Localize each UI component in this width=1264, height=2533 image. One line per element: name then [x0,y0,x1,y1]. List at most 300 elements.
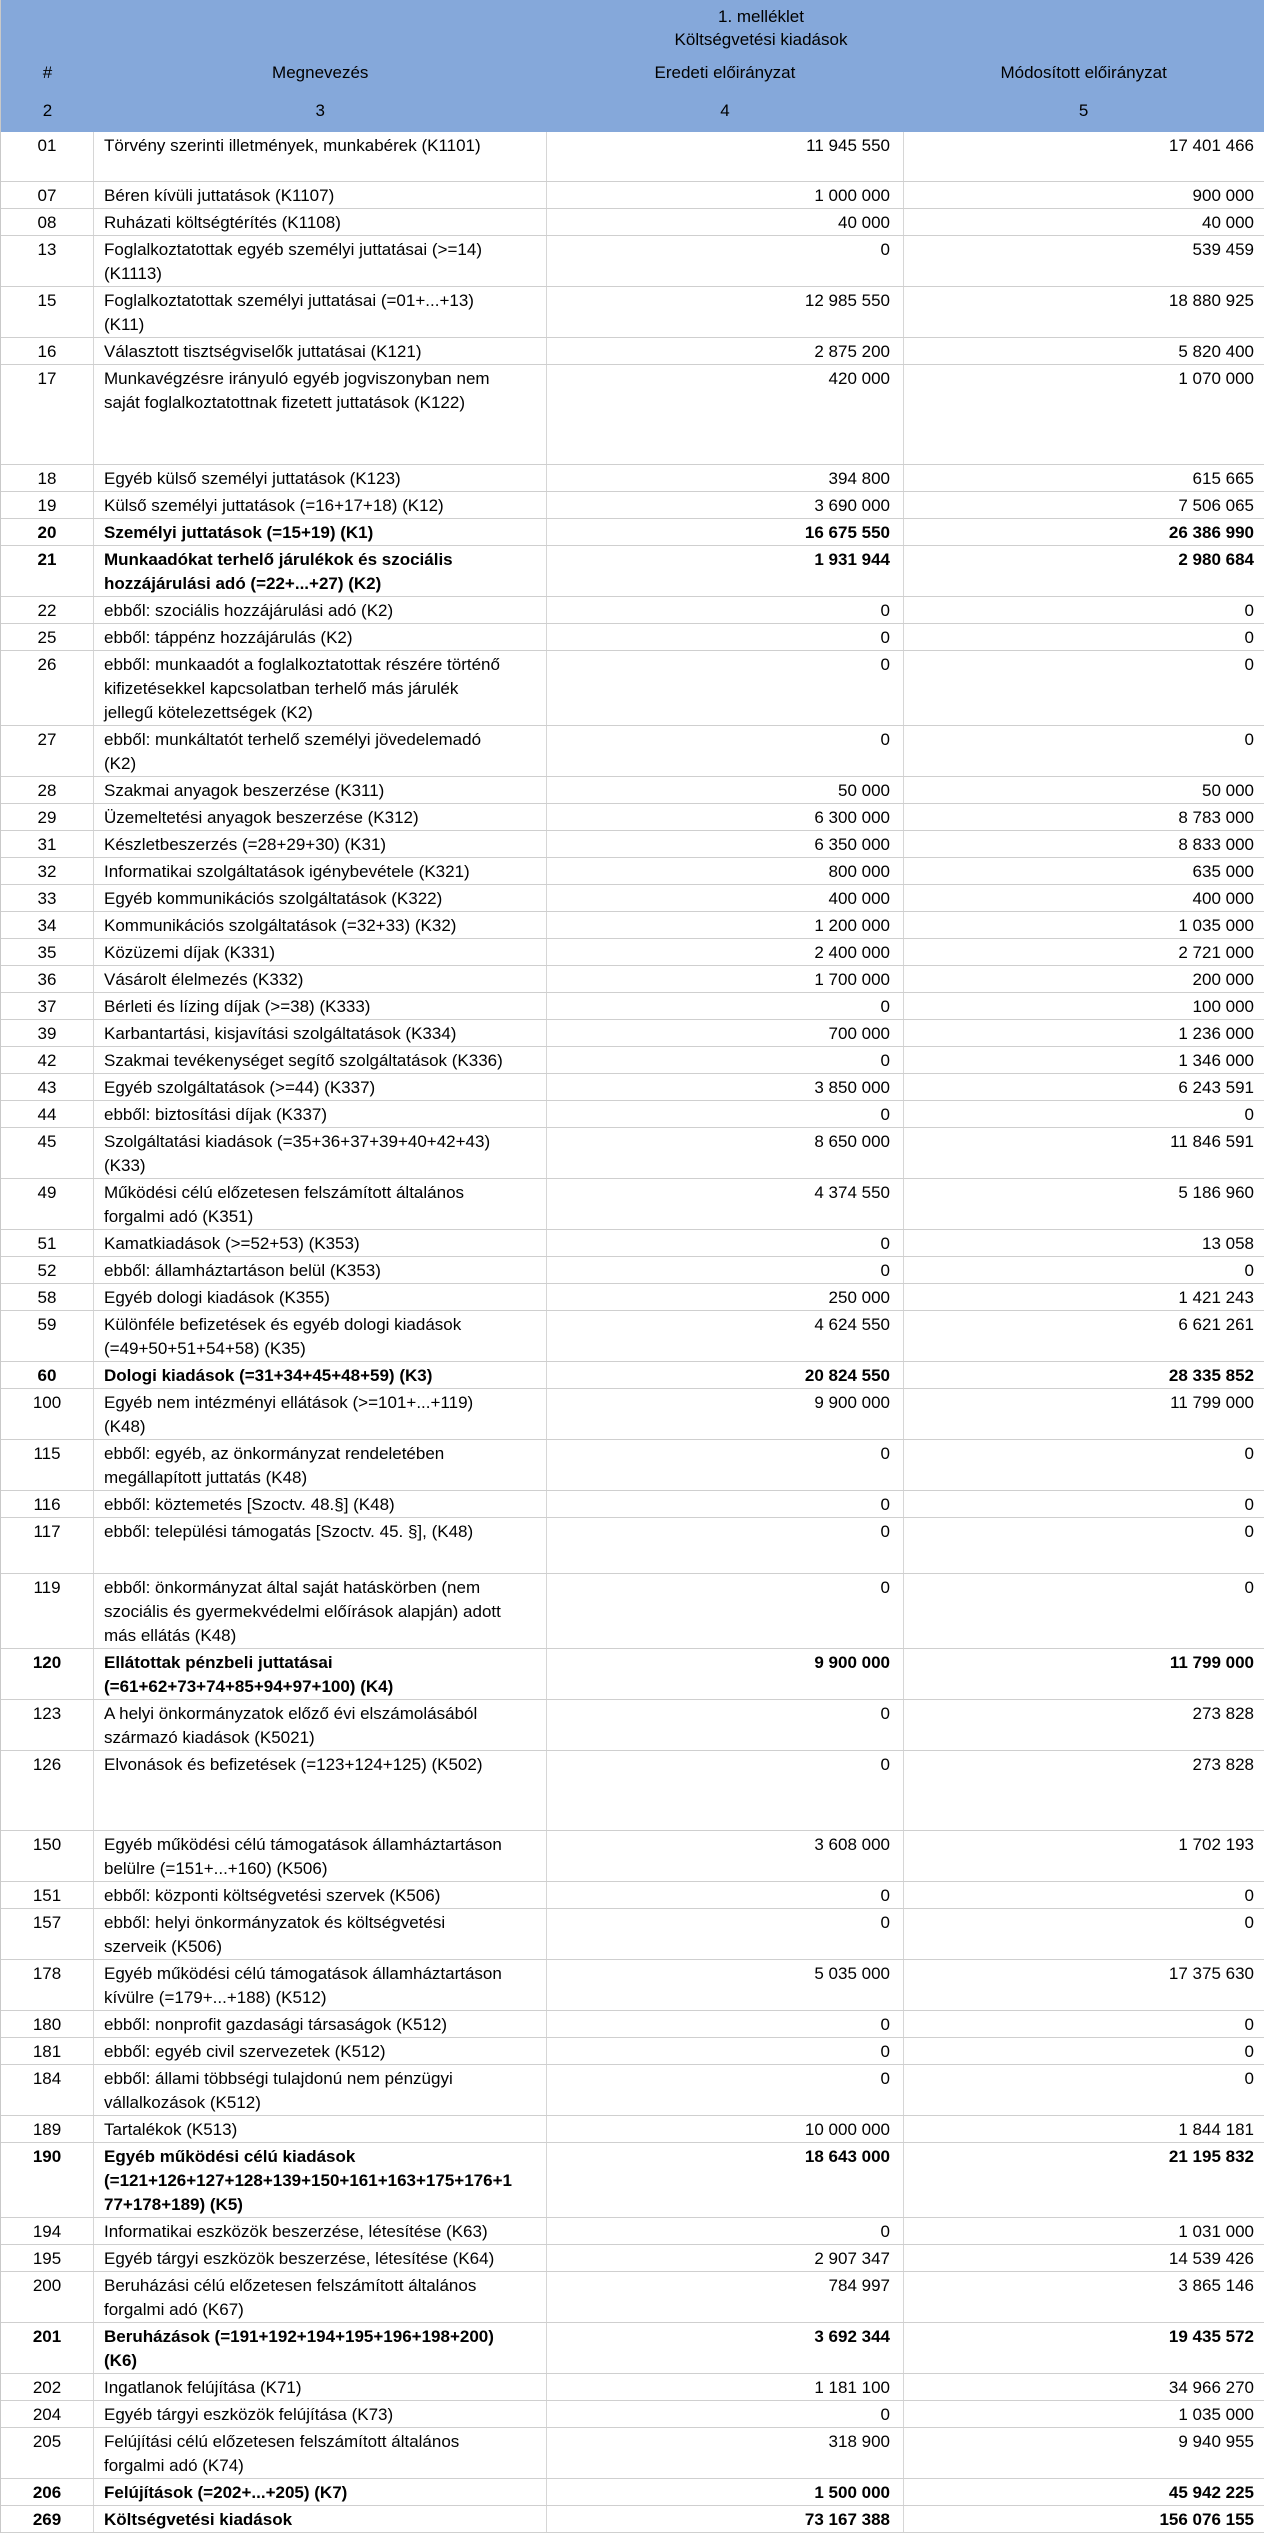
row-name: Szakmai anyagok beszerzése (K311) [94,777,547,803]
row-modified-value: 1 702 193 [1178,1835,1254,1854]
row-name: ebből: központi költségvetési szervek (K506) [94,1882,547,1908]
row-number: 194 [1,2218,94,2244]
table-row [1,777,1264,804]
table-row [1,2428,1264,2479]
table-row [1,1440,1264,1491]
row-number: 31 [1,831,94,857]
row-modified-value: 0 [1244,1522,1254,1541]
row-modified-value: 11 846 591 [1170,1132,1254,1151]
row-number: 157 [1,1909,94,1959]
row-modified-value: 40 000 [1202,213,1254,232]
row-original-value: 420 000 [547,365,904,464]
row-name: A helyi önkormányzatok előző évi elszámolásából származó kiadások (K5021) [94,1700,547,1750]
row-number: 190 [1,2143,94,2217]
table-row [1,2479,1264,2506]
row-number: 15 [1,287,94,337]
row-modified-value: 21 195 832 [1168,2147,1254,2166]
row-original-value: 0 [547,2065,904,2115]
row-original-value: 9 900 000 [547,1649,904,1699]
row-modified-value: 0 [1244,655,1254,674]
table-row [1,2401,1264,2428]
row-modified-value: 13 058 [1202,1234,1254,1253]
row-modified-value: 1 031 000 [1178,2222,1254,2241]
row-original-value: 2 875 200 [547,338,904,364]
row-modified-value: 0 [1244,628,1254,647]
row-number: 16 [1,338,94,364]
row-name: ebből: munkaadót a foglalkoztatottak részére történő kifizetésekkel kapcsolatban terhelő más járulék jellegű kötelezettségek (K2) [94,651,547,725]
row-name: Kamatkiadások (>=52+53) (K353) [94,1230,547,1256]
row-number: 206 [1,2479,94,2505]
table-row [1,236,1264,287]
row-original-value: 0 [547,1882,904,1908]
row-modified-value: 8 783 000 [1178,808,1254,827]
row-name: Különféle befizetések és egyéb dologi kiadások (=49+50+51+54+58) (K35) [94,1311,547,1361]
row-name: Egyéb működési célú kiadások (=121+126+127+128+139+150+161+163+175+176+177+178+189) (K5) [94,2143,547,2217]
row-original-value: 1 500 000 [547,2479,904,2505]
row-modified-value: 7 506 065 [1178,496,1254,515]
row-modified-value: 28 335 852 [1168,1366,1254,1385]
row-number: 150 [1,1831,94,1881]
table-row [1,2116,1264,2143]
row-number: 39 [1,1020,94,1046]
table-row [1,2374,1264,2401]
row-modified-value: 1 035 000 [1178,916,1254,935]
row-original-value: 2 400 000 [547,939,904,965]
row-number: 200 [1,2272,94,2322]
row-number: 20 [1,519,94,545]
row-name: Foglalkoztatottak személyi juttatásai (=01+...+13) (K11) [94,287,547,337]
row-original-value: 16 675 550 [547,519,904,545]
row-modified-value: 18 880 925 [1168,291,1254,310]
row-number: 201 [1,2323,94,2373]
column-header-original: Eredeti előirányzat [654,62,796,82]
table-row [1,2272,1264,2323]
table-row [1,1257,1264,1284]
row-modified-value: 273 828 [1192,1704,1254,1723]
row-original-value: 50 000 [547,777,904,803]
table-row [1,1179,1264,1230]
table-row [1,132,1264,182]
row-name: Közüzemi díjak (K331) [94,939,547,965]
table-row [1,1284,1264,1311]
row-modified-value: 900 000 [1192,186,1254,205]
row-name: Költségvetési kiadások [94,2506,547,2532]
row-modified-value: 1 236 000 [1178,1024,1254,1043]
row-number: 51 [1,1230,94,1256]
row-number: 22 [1,597,94,623]
row-modified-value: 6 621 261 [1178,1315,1254,1334]
row-number: 60 [1,1362,94,1388]
row-name: ebből: szociális hozzájárulási adó (K2) [94,597,547,623]
row-modified-value: 8 833 000 [1178,835,1254,854]
row-modified-value: 9 940 955 [1178,2432,1254,2451]
row-modified-value: 26 386 990 [1168,523,1254,542]
row-original-value: 0 [547,236,904,286]
row-name: Informatikai szolgáltatások igénybevétele (K321) [94,858,547,884]
row-original-value: 3 608 000 [547,1831,904,1881]
row-original-value: 700 000 [547,1020,904,1046]
table-row [1,1700,1264,1751]
table-row [1,1909,1264,1960]
row-number: 13 [1,236,94,286]
row-number: 120 [1,1649,94,1699]
row-original-value: 0 [547,1574,904,1648]
row-number: 26 [1,651,94,725]
row-modified-value: 3 865 146 [1178,2276,1254,2295]
row-modified-value: 0 [1244,2042,1254,2061]
table-row [1,546,1264,597]
table-row [1,858,1264,885]
row-original-value: 8 650 000 [547,1128,904,1178]
row-name: Szakmai tevékenységet segítő szolgáltatások (K336) [94,1047,547,1073]
row-name: ebből: egyéb, az önkormányzat rendeletében megállapított juttatás (K48) [94,1440,547,1490]
row-original-value: 40 000 [547,209,904,235]
row-original-value: 318 900 [547,2428,904,2478]
row-number: 205 [1,2428,94,2478]
row-original-value: 12 985 550 [547,287,904,337]
table-row [1,993,1264,1020]
row-original-value: 0 [547,1440,904,1490]
row-name: ebből: táppénz hozzájárulás (K2) [94,624,547,650]
row-name: Kommunikációs szolgáltatások (=32+33) (K32) [94,912,547,938]
row-modified-value: 17 401 466 [1168,136,1254,155]
table-row [1,287,1264,338]
table-row [1,1047,1264,1074]
row-modified-value: 50 000 [1202,781,1254,800]
row-modified-value: 200 000 [1192,970,1254,989]
row-number: 33 [1,885,94,911]
row-modified-value: 1 844 181 [1178,2120,1254,2139]
row-number: 178 [1,1960,94,2010]
table-row [1,1751,1264,1831]
column-code-modified: 5 [1078,100,1089,120]
row-name: Szolgáltatási kiadások (=35+36+37+39+40+42+43) (K33) [94,1128,547,1178]
table-row [1,966,1264,993]
row-modified-value: 273 828 [1192,1755,1254,1774]
row-name: Bérleti és lízing díjak (>=38) (K333) [94,993,547,1019]
row-original-value: 1 931 944 [547,546,904,596]
row-modified-value: 2 980 684 [1178,550,1254,569]
row-original-value: 1 181 100 [547,2374,904,2400]
row-original-value: 10 000 000 [547,2116,904,2142]
table-row [1,1311,1264,1362]
row-original-value: 1 700 000 [547,966,904,992]
table-row [1,2143,1264,2218]
row-name: Munkavégzésre irányuló egyéb jogviszonyban nem saját foglalkoztatottnak fizetett juttatások (K122) [94,365,547,464]
row-name: Beruházások (=191+192+194+195+196+198+200) (K6) [94,2323,547,2373]
row-name: Ingatlanok felújítása (K71) [94,2374,547,2400]
table-row [1,1128,1264,1179]
appendix-title: 1. melléklet [718,7,804,26]
row-original-value: 400 000 [547,885,904,911]
row-name: Foglalkoztatottak egyéb személyi juttatásai (>=14) (K1113) [94,236,547,286]
table-row [1,651,1264,726]
table-row [1,597,1264,624]
row-original-value: 0 [547,597,904,623]
row-original-value: 4 374 550 [547,1179,904,1229]
row-name: Beruházási célú előzetesen felszámított általános forgalmi adó (K67) [94,2272,547,2322]
row-modified-value: 5 820 400 [1178,342,1254,361]
row-original-value: 4 624 550 [547,1311,904,1361]
row-number: 123 [1,1700,94,1750]
table-row [1,1362,1264,1389]
column-code-name: 3 [315,100,325,120]
row-name: Választott tisztségviselők juttatásai (K121) [94,338,547,364]
row-original-value: 784 997 [547,2272,904,2322]
row-name: ebből: munkáltatót terhelő személyi jövedelemadó (K2) [94,726,547,776]
row-modified-value: 0 [1244,1495,1254,1514]
row-original-value: 250 000 [547,1284,904,1310]
row-modified-value: 0 [1244,1886,1254,1905]
row-number: 49 [1,1179,94,1229]
row-name: Egyéb kommunikációs szolgáltatások (K322) [94,885,547,911]
table-row [1,726,1264,777]
page-title: Költségvetési kiadások [674,30,848,49]
row-number: 119 [1,1574,94,1648]
table-row [1,624,1264,651]
table-header [1,0,1264,132]
row-original-value: 0 [547,624,904,650]
table-row [1,1389,1264,1440]
row-original-value: 18 643 000 [547,2143,904,2217]
row-number: 07 [1,182,94,208]
column-header-num: # [42,62,53,82]
column-code-original: 4 [720,100,730,120]
row-number: 202 [1,2374,94,2400]
row-original-value: 0 [547,2401,904,2427]
row-original-value: 73 167 388 [547,2506,904,2532]
row-number: 21 [1,546,94,596]
row-name: Tartalékok (K513) [94,2116,547,2142]
row-original-value: 0 [547,1101,904,1127]
row-name: Egyéb tárgyi eszközök felújítása (K73) [94,2401,547,2427]
row-number: 43 [1,1074,94,1100]
row-modified-value: 0 [1244,601,1254,620]
row-modified-value: 17 375 630 [1168,1964,1254,1983]
row-modified-value: 2 721 000 [1178,943,1254,962]
row-name: Munkaadókat terhelő járulékok és szociális hozzájárulási adó (=22+...+27) (K2) [94,546,547,596]
row-original-value: 0 [547,651,904,725]
row-number: 19 [1,492,94,518]
table-row [1,465,1264,492]
table-row [1,209,1264,236]
table-row [1,1491,1264,1518]
row-modified-value: 0 [1244,1444,1254,1463]
row-modified-value: 635 000 [1192,862,1254,881]
column-header-row [1,56,1264,89]
row-number: 36 [1,966,94,992]
row-original-value: 20 824 550 [547,1362,904,1388]
row-modified-value: 6 243 591 [1178,1078,1254,1097]
row-number: 115 [1,1440,94,1490]
row-original-value: 2 907 347 [547,2245,904,2271]
row-number: 269 [1,2506,94,2532]
row-name: Dologi kiadások (=31+34+45+48+59) (K3) [94,1362,547,1388]
table-row [1,2323,1264,2374]
table-row [1,912,1264,939]
row-modified-value: 0 [1244,2069,1254,2088]
row-name: Informatikai eszközök beszerzése, létesítése (K63) [94,2218,547,2244]
row-number: 01 [1,132,94,181]
table-row [1,2218,1264,2245]
row-name: Egyéb tárgyi eszközök beszerzése, létesítése (K64) [94,2245,547,2271]
row-original-value: 6 300 000 [547,804,904,830]
row-name: Üzemeltetési anyagok beszerzése (K312) [94,804,547,830]
row-name: Működési célú előzetesen felszámított általános forgalmi adó (K351) [94,1179,547,1229]
column-header-modified: Módosított előirányzat [1000,62,1167,82]
row-original-value: 3 692 344 [547,2323,904,2373]
row-name: Egyéb dologi kiadások (K355) [94,1284,547,1310]
row-name: Elvonások és befizetések (=123+124+125) (K502) [94,1751,547,1830]
row-modified-value: 11 799 000 [1170,1393,1254,1412]
column-code-num: 2 [42,100,53,120]
row-name: Egyéb külső személyi juttatások (K123) [94,465,547,491]
row-original-value: 0 [547,993,904,1019]
row-original-value: 0 [547,726,904,776]
row-number: 195 [1,2245,94,2271]
row-name: ebből: helyi önkormányzatok és költségvetési szerveik (K506) [94,1909,547,1959]
table-row [1,1230,1264,1257]
row-modified-value: 1 035 000 [1178,2405,1254,2424]
row-modified-value: 19 435 572 [1168,2327,1254,2346]
row-original-value: 0 [547,1230,904,1256]
row-name: ebből: települési támogatás [Szoctv. 45. §], (K48) [94,1518,547,1573]
row-original-value: 0 [547,1257,904,1283]
table-row [1,1518,1264,1574]
row-modified-value: 1 070 000 [1178,369,1254,388]
row-number: 28 [1,777,94,803]
row-name: Ellátottak pénzbeli juttatásai (=61+62+73+74+85+94+97+100) (K4) [94,1649,547,1699]
table-row [1,365,1264,465]
row-modified-value: 1 346 000 [1178,1051,1254,1070]
row-number: 08 [1,209,94,235]
row-original-value: 3 690 000 [547,492,904,518]
table-row [1,2245,1264,2272]
row-original-value: 0 [547,1751,904,1830]
row-original-value: 6 350 000 [547,831,904,857]
row-modified-value: 0 [1244,1261,1254,1280]
row-original-value: 0 [547,1047,904,1073]
column-header-name: Megnevezés [272,62,369,82]
row-number: 184 [1,2065,94,2115]
row-modified-value: 34 966 270 [1168,2378,1254,2397]
row-name: Béren kívüli juttatások (K1107) [94,182,547,208]
row-number: 189 [1,2116,94,2142]
row-number: 181 [1,2038,94,2064]
table-row [1,1831,1264,1882]
table-body [1,132,1264,2533]
row-name: ebből: önkormányzat által saját hatáskörben (nem szociális és gyermekvédelmi előírások alapján) adott más ellátás (K48) [94,1574,547,1648]
row-original-value: 0 [547,1491,904,1517]
row-name: Egyéb működési célú támogatások államháztartáson kívülre (=179+...+188) (K512) [94,1960,547,2010]
table-row [1,338,1264,365]
row-original-value: 5 035 000 [547,1960,904,2010]
row-original-value: 0 [547,1700,904,1750]
row-modified-value: 1 421 243 [1178,1288,1254,1307]
table-row [1,2065,1264,2116]
row-number: 126 [1,1751,94,1830]
table-row [1,519,1264,546]
row-number: 37 [1,993,94,1019]
row-modified-value: 400 000 [1192,889,1254,908]
table-row [1,1882,1264,1909]
table-row [1,1960,1264,2011]
row-number: 32 [1,858,94,884]
table-row [1,2011,1264,2038]
row-number: 34 [1,912,94,938]
row-number: 29 [1,804,94,830]
row-original-value: 0 [547,2011,904,2037]
row-number: 151 [1,1882,94,1908]
row-name: ebből: államháztartáson belül (K353) [94,1257,547,1283]
row-modified-value: 11 799 000 [1169,1653,1254,1672]
row-modified-value: 100 000 [1192,997,1254,1016]
row-number: 35 [1,939,94,965]
row-name: Ruházati költségtérítés (K1108) [94,209,547,235]
table-row [1,182,1264,209]
row-original-value: 0 [547,1518,904,1573]
column-code-row [1,94,1264,127]
row-name: ebből: egyéb civil szervezetek (K512) [94,2038,547,2064]
row-name: Törvény szerinti illetmények, munkabérek (K1101) [94,132,547,181]
table-row [1,2506,1264,2533]
table-row [1,2038,1264,2065]
row-modified-value: 0 [1244,1578,1254,1597]
table-row [1,939,1264,966]
row-number: 25 [1,624,94,650]
row-name: Külső személyi juttatások (=16+17+18) (K12) [94,492,547,518]
row-number: 59 [1,1311,94,1361]
row-name: Karbantartási, kisjavítási szolgáltatások (K334) [94,1020,547,1046]
row-modified-value: 615 665 [1192,469,1254,488]
row-name: Felújítási célú előzetesen felszámított általános forgalmi adó (K74) [94,2428,547,2478]
row-number: 117 [1,1518,94,1573]
row-number: 17 [1,365,94,464]
row-number: 45 [1,1128,94,1178]
row-name: Személyi juttatások (=15+19) (K1) [94,519,547,545]
row-modified-value: 0 [1244,1913,1254,1932]
row-modified-value: 0 [1244,730,1254,749]
table-row [1,1101,1264,1128]
table-row [1,1574,1264,1649]
row-name: Felújítások (=202+...+205) (K7) [94,2479,547,2505]
row-number: 180 [1,2011,94,2037]
row-modified-value: 156 076 155 [1159,2510,1254,2529]
row-original-value: 800 000 [547,858,904,884]
table-row [1,492,1264,519]
row-number: 42 [1,1047,94,1073]
row-name: ebből: nonprofit gazdasági társaságok (K512) [94,2011,547,2037]
row-modified-value: 0 [1244,1105,1254,1124]
row-modified-value: 45 942 225 [1168,2483,1254,2502]
row-number: 204 [1,2401,94,2427]
row-number: 44 [1,1101,94,1127]
table-row [1,1074,1264,1101]
table-row [1,804,1264,831]
row-original-value: 9 900 000 [547,1389,904,1439]
row-name: Egyéb működési célú támogatások államháztartáson belülre (=151+...+160) (K506) [94,1831,547,1881]
table-row [1,1649,1264,1700]
row-name: Egyéb nem intézményi ellátások (>=101+...+119) (K48) [94,1389,547,1439]
row-original-value: 3 850 000 [547,1074,904,1100]
row-original-value: 1 000 000 [547,182,904,208]
row-original-value: 1 200 000 [547,912,904,938]
row-name: ebből: köztemetés [Szoctv. 48.§] (K48) [94,1491,547,1517]
row-number: 116 [1,1491,94,1517]
row-original-value: 0 [547,2218,904,2244]
row-number: 27 [1,726,94,776]
row-number: 58 [1,1284,94,1310]
